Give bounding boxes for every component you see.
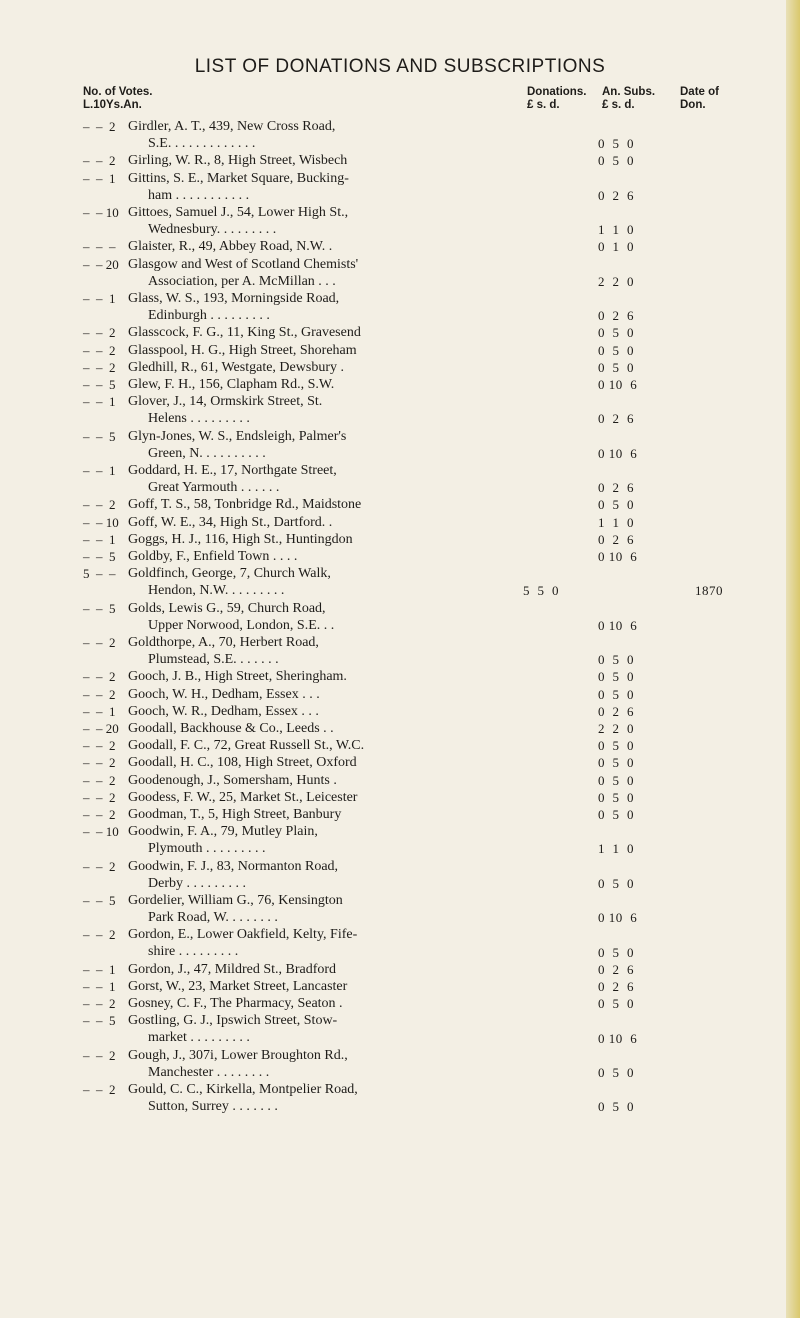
votes-value: – – 20 bbox=[83, 256, 119, 272]
entry-name-line: Glasscock, F. G., 11, King St., Gravesend bbox=[128, 325, 361, 341]
entry-name-line: Gittoes, Samuel J., 54, Lower High St., bbox=[128, 205, 349, 220]
subscription-amount: 2 2 0 bbox=[598, 273, 634, 289]
votes-value: 5 – – bbox=[83, 566, 116, 582]
entry-description bbox=[128, 1012, 500, 1046]
subscription-amount: 0 10 6 bbox=[598, 377, 638, 392]
subscription-amount: 0 2 6 bbox=[598, 703, 634, 719]
entry-name-line: Goff, T. S., 58, Tonbridge Rd., Maidstone bbox=[128, 497, 362, 513]
entry-name-line: Gooch, W. R., Dedham, Essex . . . bbox=[128, 703, 319, 719]
entry-name-line: Goodman, T., 5, High Street, Banbury bbox=[128, 807, 342, 822]
votes-value: – – 20 bbox=[83, 721, 119, 736]
subscription-amount: 0 10 6 bbox=[598, 617, 638, 633]
entry-continuation-line: ham . . . . . . . . . . . bbox=[148, 187, 250, 203]
votes-value: – – 2 bbox=[83, 772, 116, 788]
entry-name-line: Gittins, S. E., Market Square, Bucking- bbox=[128, 170, 349, 186]
date-header-line1: Date of bbox=[680, 86, 719, 98]
votes-header-line2: L.10Ys.An. bbox=[83, 99, 142, 111]
entry-name-line: Gledhill, R., 61, Westgate, Dewsbury . bbox=[128, 359, 344, 375]
votes-value: – – 2 bbox=[83, 359, 116, 375]
entry-continuation-line: Edinburgh . . . . . . . . . bbox=[148, 308, 270, 323]
entry-description bbox=[128, 393, 500, 427]
entry-description bbox=[128, 806, 500, 823]
votes-value: – – 10 bbox=[83, 514, 119, 530]
subscription-amount: 0 1 0 bbox=[598, 239, 634, 255]
votes-value: – – 5 bbox=[83, 600, 116, 616]
subscription-amount: 0 10 6 bbox=[598, 445, 638, 461]
entry-name-line: Girdler, A. T., 439, New Cross Road, bbox=[128, 119, 336, 134]
entry-description bbox=[128, 668, 500, 685]
subscription-amount: 0 5 0 bbox=[598, 755, 634, 771]
date-column-header bbox=[680, 86, 719, 112]
entry-continuation-line: Hendon, N.W. . . . . . . . . bbox=[148, 583, 285, 599]
entry-name-line: Gooch, J. B., High Street, Sheringham. bbox=[128, 669, 347, 685]
votes-value: – – 2 bbox=[83, 858, 116, 874]
subscription-amount: 0 5 0 bbox=[598, 807, 634, 822]
entry-description bbox=[128, 256, 500, 290]
entry-description bbox=[128, 634, 500, 668]
entry-continuation-line: Green, N. . . . . . . . . . bbox=[148, 445, 266, 461]
entry-name-line: Goggs, H. J., 116, High St., Huntingdon bbox=[128, 531, 353, 547]
entry-continuation-line: Manchester . . . . . . . . bbox=[148, 1064, 270, 1080]
entry-continuation-line: Derby . . . . . . . . . bbox=[148, 875, 246, 891]
entry-name-line: Goff, W. E., 34, High St., Dartford. . bbox=[128, 514, 333, 530]
entry-name-line: Gorst, W., 23, Market Street, Lancaster bbox=[128, 979, 348, 994]
votes-header-line1: No. of Votes. bbox=[83, 86, 153, 98]
entry-description bbox=[128, 858, 500, 892]
entry-name-line: Gordon, J., 47, Mildred St., Bradford bbox=[128, 961, 337, 977]
votes-value: – – 5 bbox=[83, 893, 116, 908]
entry-name-line: Gough, J., 307i, Lower Broughton Rd., bbox=[128, 1047, 348, 1063]
subscription-amount: 0 10 6 bbox=[598, 910, 638, 926]
entry-name-line: Goldby, F., Enfield Town . . . . bbox=[128, 549, 298, 564]
votes-value: – – 1 bbox=[83, 961, 116, 977]
votes-value: – – 2 bbox=[83, 153, 116, 169]
subscription-amount: 0 2 6 bbox=[598, 411, 634, 427]
entry-name-line: Goddard, H. E., 17, Northgate Street, bbox=[128, 463, 337, 478]
votes-value: – – 1 bbox=[83, 531, 116, 547]
votes-value: – – 2 bbox=[83, 119, 116, 134]
votes-column-header bbox=[83, 86, 152, 112]
entry-description bbox=[128, 789, 500, 806]
subscription-amount: 0 10 6 bbox=[598, 1030, 638, 1046]
entry-description bbox=[128, 823, 500, 857]
subscription-amount: 1 1 0 bbox=[598, 841, 634, 857]
entry-name-line: Glaister, R., 49, Abbey Road, N.W. . bbox=[128, 239, 333, 255]
entry-continuation-line: Wednesbury. . . . . . . . . bbox=[148, 222, 277, 237]
votes-value: – – 1 bbox=[83, 463, 116, 478]
votes-value: – – 5 bbox=[83, 377, 116, 392]
subscription-amount: 0 5 0 bbox=[598, 1064, 634, 1080]
donation-amount: 5 5 0 bbox=[523, 583, 559, 599]
entry-name-line: Goldfinch, George, 7, Church Walk, bbox=[128, 566, 331, 582]
entry-name-line: Girling, W. R., 8, High Street, Wisbech bbox=[128, 153, 348, 169]
subscription-amount: 0 5 0 bbox=[598, 153, 634, 169]
entry-description bbox=[128, 496, 500, 513]
donations-header-line1: Donations. bbox=[527, 86, 587, 98]
entry-name-line: Gordon, E., Lower Oakfield, Kelty, Fife- bbox=[128, 927, 358, 943]
entry-name-line: Gosney, C. F., The Pharmacy, Seaton . bbox=[128, 996, 343, 1012]
votes-value: – – 2 bbox=[83, 755, 116, 771]
donations-header-line2: £ s. d. bbox=[527, 99, 560, 111]
entry-name-line: Glover, J., 14, Ormskirk Street, St. bbox=[128, 394, 323, 410]
subscription-amount: 0 5 0 bbox=[598, 325, 634, 341]
subscription-amount: 0 5 0 bbox=[598, 136, 634, 152]
subscription-amount: 1 1 0 bbox=[598, 222, 634, 238]
subs-header-line2: £ s. d. bbox=[602, 99, 635, 111]
subscription-amount: 0 2 6 bbox=[598, 979, 634, 994]
votes-value: – – 2 bbox=[83, 1047, 116, 1063]
entry-description bbox=[128, 290, 500, 324]
subscription-amount: 0 2 6 bbox=[598, 961, 634, 977]
votes-value: – – 10 bbox=[83, 205, 119, 220]
votes-value: – – 2 bbox=[83, 996, 116, 1012]
entry-name-line: Goodall, F. C., 72, Great Russell St., W.C. bbox=[128, 738, 365, 754]
subscription-amount: 2 2 0 bbox=[598, 721, 634, 736]
donations-column-header bbox=[527, 86, 586, 112]
entry-description bbox=[128, 531, 500, 548]
donation-date: 1870 bbox=[695, 583, 723, 599]
subscription-amount: 0 5 0 bbox=[598, 686, 634, 702]
entry-description bbox=[128, 428, 500, 462]
entry-continuation-line: S.E. . . . . . . . . . . . . bbox=[148, 136, 256, 151]
entry-continuation-line: Plymouth . . . . . . . . . bbox=[148, 841, 266, 857]
votes-value: – – 2 bbox=[83, 669, 116, 685]
votes-value: – – 2 bbox=[83, 342, 116, 358]
entry-description bbox=[128, 342, 500, 359]
subscription-amount: 0 5 0 bbox=[598, 359, 634, 375]
entry-continuation-line: Plumstead, S.E. . . . . . . bbox=[148, 652, 279, 667]
entry-description bbox=[128, 754, 500, 771]
entry-name-line: Gordelier, William G., 76, Kensington bbox=[128, 893, 343, 908]
subscription-amount: 0 5 0 bbox=[598, 996, 634, 1012]
entry-name-line: Goodwin, F. J., 83, Normanton Road, bbox=[128, 858, 339, 874]
entry-description bbox=[128, 204, 500, 238]
subs-column-header bbox=[602, 86, 655, 112]
entry-description bbox=[128, 961, 500, 978]
entry-name-line: Gooch, W. H., Dedham, Essex . . . bbox=[128, 686, 320, 702]
subscription-amount: 0 5 0 bbox=[598, 342, 634, 358]
votes-value: – – 2 bbox=[83, 686, 116, 702]
entry-description bbox=[128, 995, 500, 1012]
votes-value: – – 10 bbox=[83, 824, 119, 840]
entry-description bbox=[128, 1047, 500, 1081]
subscription-amount: 0 5 0 bbox=[598, 772, 634, 788]
entry-continuation-line: market . . . . . . . . . bbox=[148, 1030, 250, 1046]
entry-name-line: Goldthorpe, A., 70, Herbert Road, bbox=[128, 635, 319, 650]
subscription-amount: 0 2 6 bbox=[598, 480, 634, 496]
entry-description bbox=[128, 978, 500, 995]
entry-name-line: Glasspool, H. G., High Street, Shoreham bbox=[128, 342, 357, 358]
entry-description bbox=[128, 170, 500, 204]
entry-description bbox=[128, 565, 500, 599]
entry-name-line: Goodall, Backhouse & Co., Leeds . . bbox=[128, 721, 334, 736]
entry-name-line: Glass, W. S., 193, Morningside Road, bbox=[128, 291, 340, 306]
entry-description bbox=[128, 152, 500, 169]
entry-name-line: Golds, Lewis G., 59, Church Road, bbox=[128, 600, 326, 616]
votes-value: – – 2 bbox=[83, 738, 116, 754]
votes-value: – – 1 bbox=[83, 703, 116, 719]
entry-continuation-line: Park Road, W. . . . . . . . bbox=[148, 910, 278, 925]
votes-value: – – 5 bbox=[83, 428, 116, 444]
subscription-amount: 0 5 0 bbox=[598, 1099, 634, 1115]
date-header-line2: Don. bbox=[680, 99, 706, 111]
votes-value: – – 5 bbox=[83, 1013, 116, 1029]
votes-value: – – 2 bbox=[83, 1082, 116, 1098]
entry-name-line: Goodwin, F. A., 79, Mutley Plain, bbox=[128, 824, 318, 840]
votes-value: – – 1 bbox=[83, 394, 116, 410]
entry-description bbox=[128, 548, 500, 565]
entry-name-line: Glyn-Jones, W. S., Endsleigh, Palmer's bbox=[128, 428, 347, 444]
entry-description bbox=[128, 892, 500, 926]
subscription-amount: 0 10 6 bbox=[598, 549, 638, 564]
votes-value: – – 1 bbox=[83, 291, 116, 306]
subscription-amount: 0 2 6 bbox=[598, 308, 634, 324]
entry-description bbox=[128, 359, 500, 376]
entry-description bbox=[128, 600, 500, 634]
votes-value: – – 2 bbox=[83, 807, 116, 822]
entry-name-line: Gostling, G. J., Ipswich Street, Stow- bbox=[128, 1013, 338, 1029]
entry-description bbox=[128, 686, 500, 703]
entry-description bbox=[128, 514, 500, 531]
subs-header-line1: An. Subs. bbox=[602, 86, 656, 98]
page-edge bbox=[786, 0, 800, 1318]
entry-description bbox=[128, 238, 500, 255]
entry-description bbox=[128, 703, 500, 720]
votes-value: – – 2 bbox=[83, 497, 116, 513]
votes-value: – – 2 bbox=[83, 789, 116, 805]
entry-continuation-line: Great Yarmouth . . . . . . bbox=[148, 480, 280, 495]
entry-description bbox=[128, 376, 500, 393]
votes-value: – – – bbox=[83, 239, 116, 255]
entry-name-line: Gould, C. C., Kirkella, Montpelier Road, bbox=[128, 1082, 358, 1098]
subscription-amount: 0 5 0 bbox=[598, 738, 634, 754]
entry-name-line: Goodall, H. C., 108, High Street, Oxford bbox=[128, 755, 357, 771]
entry-continuation-line: Helens . . . . . . . . . bbox=[148, 411, 250, 427]
votes-value: – – 5 bbox=[83, 549, 116, 564]
entry-name-line: Goodess, F. W., 25, Market St., Leicester bbox=[128, 789, 358, 805]
entry-description bbox=[128, 462, 500, 496]
subscription-amount: 0 5 0 bbox=[598, 669, 634, 685]
subscription-amount: 0 5 0 bbox=[598, 789, 634, 805]
votes-value: – – 1 bbox=[83, 170, 116, 186]
entry-description bbox=[128, 720, 500, 737]
entry-description bbox=[128, 118, 500, 152]
entry-description bbox=[128, 1081, 500, 1115]
entry-name-line: Glasgow and West of Scotland Chemists' bbox=[128, 256, 359, 272]
subscription-amount: 0 5 0 bbox=[598, 875, 634, 891]
entry-description bbox=[128, 737, 500, 754]
entry-continuation-line: shire . . . . . . . . . bbox=[148, 944, 239, 960]
entry-description bbox=[128, 324, 500, 341]
subscription-amount: 0 5 0 bbox=[598, 497, 634, 513]
votes-value: – – 2 bbox=[83, 927, 116, 943]
entry-name-line: Glew, F. H., 156, Clapham Rd., S.W. bbox=[128, 377, 335, 392]
subscription-amount: 0 5 0 bbox=[598, 652, 634, 668]
subscription-amount: 1 1 0 bbox=[598, 514, 634, 530]
entry-description bbox=[128, 926, 500, 960]
entry-description bbox=[128, 772, 500, 789]
votes-value: – – 2 bbox=[83, 635, 116, 650]
votes-value: – – 1 bbox=[83, 979, 116, 994]
subscription-amount: 0 2 6 bbox=[598, 531, 634, 547]
entry-continuation-line: Upper Norwood, London, S.E. . . bbox=[148, 617, 335, 633]
subscription-amount: 0 2 6 bbox=[598, 187, 634, 203]
page-title: LIST OF DONATIONS AND SUBSCRIPTIONS bbox=[194, 56, 606, 77]
subscription-amount: 0 5 0 bbox=[598, 944, 634, 960]
entry-continuation-line: Association, per A. McMillan . . . bbox=[148, 273, 336, 289]
entry-name-line: Goodenough, J., Somersham, Hunts . bbox=[128, 772, 337, 788]
votes-value: – – 2 bbox=[83, 325, 116, 341]
entry-continuation-line: Sutton, Surrey . . . . . . . bbox=[148, 1099, 278, 1115]
